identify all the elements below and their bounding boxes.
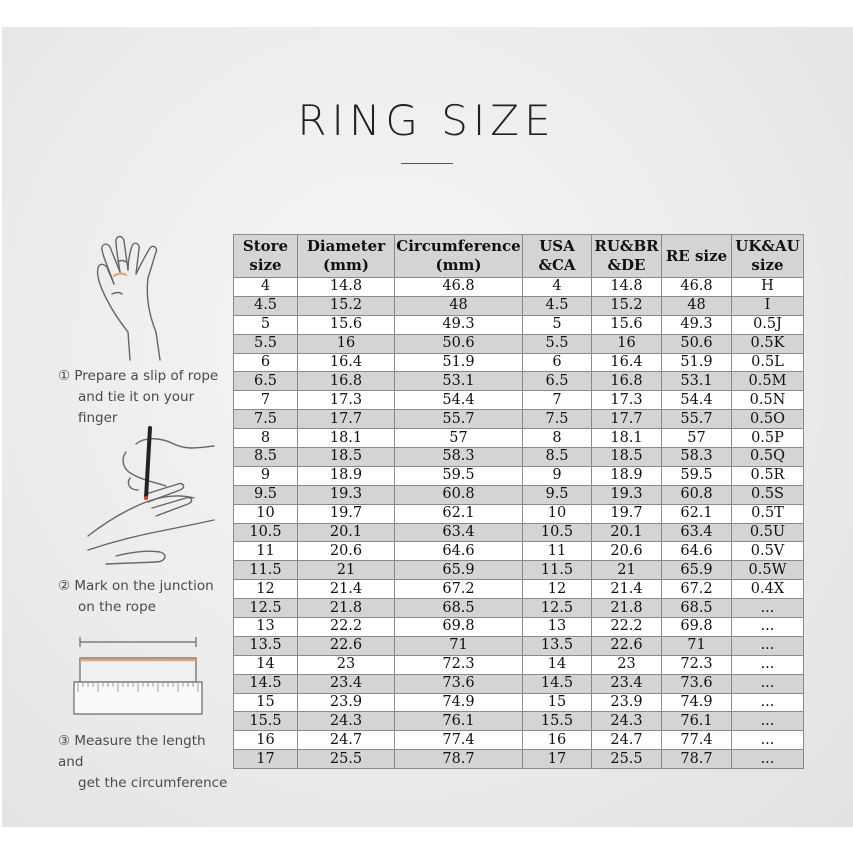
- cell-ru-br-de: 19.7: [592, 504, 662, 523]
- cell-circumference: 58.3: [395, 448, 523, 467]
- table-row: [234, 391, 804, 410]
- cell-uk-au-size: I: [732, 296, 804, 315]
- cell-circumference: 60.8: [395, 485, 523, 504]
- cell-ru-br-de: 23.9: [592, 693, 662, 712]
- cell-uk-au-size: ...: [732, 750, 804, 769]
- cell-circumference: 51.9: [395, 353, 523, 372]
- cell-re-size: 74.9: [662, 693, 732, 712]
- table-row: [234, 731, 804, 750]
- cell-uk-au-size: ...: [732, 712, 804, 731]
- cell-uk-au-size: ...: [732, 636, 804, 655]
- cell-usa-ca: 7: [523, 391, 592, 410]
- cell-diameter: 16.8: [298, 372, 395, 391]
- cell-circumference: 59.5: [395, 466, 523, 485]
- header-re-size: RE size: [662, 235, 732, 278]
- table-row: [234, 618, 804, 637]
- table-header-row: [234, 235, 804, 278]
- cell-re-size: 68.5: [662, 599, 732, 618]
- cell-re-size: 65.9: [662, 561, 732, 580]
- cell-store-size: 8.5: [234, 448, 298, 467]
- table-row: [234, 372, 804, 391]
- cell-circumference: 55.7: [395, 410, 523, 429]
- cell-store-size: 14.5: [234, 674, 298, 693]
- table-row: [234, 655, 804, 674]
- table-row: [234, 561, 804, 580]
- cell-store-size: 15.5: [234, 712, 298, 731]
- cell-diameter: 22.2: [298, 618, 395, 637]
- cell-store-size: 9.5: [234, 485, 298, 504]
- cell-diameter: 19.7: [298, 504, 395, 523]
- table-row: [234, 599, 804, 618]
- cell-diameter: 16: [298, 334, 395, 353]
- cell-diameter: 24.3: [298, 712, 395, 731]
- cell-ru-br-de: 24.7: [592, 731, 662, 750]
- cell-re-size: 59.5: [662, 466, 732, 485]
- cell-diameter: 21: [298, 561, 395, 580]
- cell-uk-au-size: 0.5O: [732, 410, 804, 429]
- cell-uk-au-size: 0.5W: [732, 561, 804, 580]
- table-row: [234, 278, 804, 297]
- cell-diameter: 18.1: [298, 429, 395, 448]
- cell-usa-ca: 4.5: [523, 296, 592, 315]
- cell-circumference: 73.6: [395, 674, 523, 693]
- table-row: [234, 448, 804, 467]
- cell-re-size: 76.1: [662, 712, 732, 731]
- cell-uk-au-size: 0.5Q: [732, 448, 804, 467]
- cell-usa-ca: 10: [523, 504, 592, 523]
- cell-circumference: 63.4: [395, 523, 523, 542]
- cell-uk-au-size: ...: [732, 731, 804, 750]
- step-3-line-1: ③ Measure the length and: [58, 733, 206, 770]
- step-1-line-2: and tie it on your finger: [78, 389, 195, 426]
- cell-ru-br-de: 16.4: [592, 353, 662, 372]
- cell-store-size: 4.5: [234, 296, 298, 315]
- cell-re-size: 71: [662, 636, 732, 655]
- cell-diameter: 22.6: [298, 636, 395, 655]
- step-1-line-1: ① Prepare a slip of rope: [58, 368, 219, 384]
- cell-diameter: 23: [298, 655, 395, 674]
- header-uk-au-size: UK&AU size: [732, 235, 804, 278]
- step-3-line-2: get the circumference: [78, 775, 228, 791]
- cell-uk-au-size: 0.5U: [732, 523, 804, 542]
- cell-ru-br-de: 20.1: [592, 523, 662, 542]
- table-row: [234, 693, 804, 712]
- title-divider: [401, 163, 453, 164]
- step-3-instruction: [58, 731, 230, 794]
- cell-store-size: 6: [234, 353, 298, 372]
- cell-diameter: 25.5: [298, 750, 395, 769]
- cell-store-size: 5: [234, 315, 298, 334]
- cell-uk-au-size: 0.5T: [732, 504, 804, 523]
- cell-usa-ca: 5.5: [523, 334, 592, 353]
- header-ru-br-de: RU&BR &DE: [592, 235, 662, 278]
- cell-store-size: 13.5: [234, 636, 298, 655]
- table-row: [234, 580, 804, 599]
- cell-re-size: 63.4: [662, 523, 732, 542]
- cell-re-size: 77.4: [662, 731, 732, 750]
- cell-usa-ca: 14: [523, 655, 592, 674]
- header-usa-ca: USA &CA: [523, 235, 592, 278]
- cell-store-size: 9: [234, 466, 298, 485]
- cell-ru-br-de: 21: [592, 561, 662, 580]
- cell-store-size: 14: [234, 655, 298, 674]
- cell-usa-ca: 14.5: [523, 674, 592, 693]
- cell-store-size: 7: [234, 391, 298, 410]
- cell-re-size: 72.3: [662, 655, 732, 674]
- cell-ru-br-de: 18.9: [592, 466, 662, 485]
- cell-circumference: 62.1: [395, 504, 523, 523]
- cell-uk-au-size: 0.5M: [732, 372, 804, 391]
- table-row: [234, 296, 804, 315]
- cell-circumference: 46.8: [395, 278, 523, 297]
- hand-with-ring-icon: [90, 232, 180, 362]
- cell-ru-br-de: 25.5: [592, 750, 662, 769]
- cell-usa-ca: 9: [523, 466, 592, 485]
- cell-diameter: 17.3: [298, 391, 395, 410]
- cell-uk-au-size: 0.5K: [732, 334, 804, 353]
- step-2-instruction: [58, 576, 230, 618]
- cell-usa-ca: 13.5: [523, 636, 592, 655]
- table-row: [234, 523, 804, 542]
- cell-store-size: 4: [234, 278, 298, 297]
- cell-diameter: 15.2: [298, 296, 395, 315]
- cell-diameter: 21.4: [298, 580, 395, 599]
- step-2-line-2: on the rope: [78, 599, 156, 615]
- cell-usa-ca: 11: [523, 542, 592, 561]
- cell-store-size: 10.5: [234, 523, 298, 542]
- cell-usa-ca: 17: [523, 750, 592, 769]
- table-row: [234, 429, 804, 448]
- table-row: [234, 315, 804, 334]
- cell-uk-au-size: ...: [732, 655, 804, 674]
- cell-usa-ca: 4: [523, 278, 592, 297]
- cell-ru-br-de: 16.8: [592, 372, 662, 391]
- table-row: [234, 542, 804, 561]
- step-2-line-1: ② Mark on the junction: [58, 578, 214, 594]
- cell-ru-br-de: 19.3: [592, 485, 662, 504]
- cell-ru-br-de: 17.3: [592, 391, 662, 410]
- cell-re-size: 58.3: [662, 448, 732, 467]
- cell-uk-au-size: ...: [732, 618, 804, 637]
- cell-circumference: 69.8: [395, 618, 523, 637]
- cell-usa-ca: 5: [523, 315, 592, 334]
- cell-usa-ca: 15.5: [523, 712, 592, 731]
- cell-ru-br-de: 21.8: [592, 599, 662, 618]
- cell-re-size: 49.3: [662, 315, 732, 334]
- table-body: [234, 278, 804, 769]
- cell-re-size: 50.6: [662, 334, 732, 353]
- cell-circumference: 67.2: [395, 580, 523, 599]
- cell-store-size: 16: [234, 731, 298, 750]
- cell-usa-ca: 12.5: [523, 599, 592, 618]
- cell-ru-br-de: 23: [592, 655, 662, 674]
- cell-usa-ca: 6.5: [523, 372, 592, 391]
- cell-re-size: 54.4: [662, 391, 732, 410]
- cell-uk-au-size: 0.5L: [732, 353, 804, 372]
- cell-re-size: 62.1: [662, 504, 732, 523]
- cell-circumference: 78.7: [395, 750, 523, 769]
- header-circumference: Circumference (mm): [395, 235, 523, 278]
- cell-usa-ca: 16: [523, 731, 592, 750]
- cell-re-size: 46.8: [662, 278, 732, 297]
- cell-ru-br-de: 22.6: [592, 636, 662, 655]
- table-row: [234, 712, 804, 731]
- table-row: [234, 353, 804, 372]
- cell-usa-ca: 13: [523, 618, 592, 637]
- cell-re-size: 60.8: [662, 485, 732, 504]
- header-store-size: Store size: [234, 235, 298, 278]
- cell-circumference: 74.9: [395, 693, 523, 712]
- cell-circumference: 54.4: [395, 391, 523, 410]
- cell-circumference: 71: [395, 636, 523, 655]
- header-diameter: Diameter (mm): [298, 235, 395, 278]
- cell-circumference: 72.3: [395, 655, 523, 674]
- cell-diameter: 15.6: [298, 315, 395, 334]
- cell-usa-ca: 6: [523, 353, 592, 372]
- hand-marking-pen-icon: [86, 424, 218, 566]
- cell-diameter: 18.9: [298, 466, 395, 485]
- table-row: [234, 674, 804, 693]
- cell-usa-ca: 8.5: [523, 448, 592, 467]
- cell-uk-au-size: 0.5V: [732, 542, 804, 561]
- cell-diameter: 20.1: [298, 523, 395, 542]
- cell-store-size: 12: [234, 580, 298, 599]
- cell-ru-br-de: 17.7: [592, 410, 662, 429]
- cell-uk-au-size: 0.5J: [732, 315, 804, 334]
- cell-usa-ca: 15: [523, 693, 592, 712]
- cell-circumference: 49.3: [395, 315, 523, 334]
- cell-ru-br-de: 15.2: [592, 296, 662, 315]
- cell-re-size: 67.2: [662, 580, 732, 599]
- cell-re-size: 57: [662, 429, 732, 448]
- table-row: [234, 466, 804, 485]
- cell-re-size: 69.8: [662, 618, 732, 637]
- cell-usa-ca: 11.5: [523, 561, 592, 580]
- cell-diameter: 16.4: [298, 353, 395, 372]
- cell-uk-au-size: ...: [732, 693, 804, 712]
- cell-store-size: 5.5: [234, 334, 298, 353]
- cell-ru-br-de: 23.4: [592, 674, 662, 693]
- cell-circumference: 64.6: [395, 542, 523, 561]
- cell-usa-ca: 10.5: [523, 523, 592, 542]
- cell-store-size: 7.5: [234, 410, 298, 429]
- cell-circumference: 65.9: [395, 561, 523, 580]
- cell-uk-au-size: 0.5N: [732, 391, 804, 410]
- cell-circumference: 57: [395, 429, 523, 448]
- cell-store-size: 6.5: [234, 372, 298, 391]
- cell-re-size: 64.6: [662, 542, 732, 561]
- table-row: [234, 485, 804, 504]
- cell-usa-ca: 9.5: [523, 485, 592, 504]
- cell-usa-ca: 8: [523, 429, 592, 448]
- table-row: [234, 636, 804, 655]
- cell-diameter: 23.4: [298, 674, 395, 693]
- table-row: [234, 750, 804, 769]
- table-row: [234, 504, 804, 523]
- cell-uk-au-size: ...: [732, 599, 804, 618]
- cell-uk-au-size: H: [732, 278, 804, 297]
- cell-diameter: 20.6: [298, 542, 395, 561]
- cell-ru-br-de: 18.5: [592, 448, 662, 467]
- cell-circumference: 53.1: [395, 372, 523, 391]
- cell-ru-br-de: 16: [592, 334, 662, 353]
- cell-circumference: 77.4: [395, 731, 523, 750]
- ring-size-table: [233, 234, 804, 769]
- cell-re-size: 51.9: [662, 353, 732, 372]
- cell-ru-br-de: 21.4: [592, 580, 662, 599]
- cell-diameter: 19.3: [298, 485, 395, 504]
- cell-diameter: 24.7: [298, 731, 395, 750]
- cell-uk-au-size: 0.4X: [732, 580, 804, 599]
- cell-uk-au-size: ...: [732, 674, 804, 693]
- cell-uk-au-size: 0.5P: [732, 429, 804, 448]
- cell-diameter: 17.7: [298, 410, 395, 429]
- cell-ru-br-de: 15.6: [592, 315, 662, 334]
- cell-store-size: 8: [234, 429, 298, 448]
- cell-store-size: 17: [234, 750, 298, 769]
- cell-re-size: 78.7: [662, 750, 732, 769]
- table-row: [234, 410, 804, 429]
- cell-circumference: 68.5: [395, 599, 523, 618]
- cell-circumference: 48: [395, 296, 523, 315]
- step-1-instruction: [58, 366, 230, 429]
- cell-diameter: 18.5: [298, 448, 395, 467]
- cell-re-size: 55.7: [662, 410, 732, 429]
- cell-store-size: 13: [234, 618, 298, 637]
- cell-ru-br-de: 24.3: [592, 712, 662, 731]
- cell-store-size: 10: [234, 504, 298, 523]
- cell-re-size: 53.1: [662, 372, 732, 391]
- cell-re-size: 73.6: [662, 674, 732, 693]
- ruler-rope-icon: [72, 632, 204, 718]
- cell-diameter: 21.8: [298, 599, 395, 618]
- cell-ru-br-de: 20.6: [592, 542, 662, 561]
- page-title: RING SIZE: [297, 96, 556, 145]
- cell-store-size: 12.5: [234, 599, 298, 618]
- cell-usa-ca: 12: [523, 580, 592, 599]
- cell-uk-au-size: 0.5R: [732, 466, 804, 485]
- table-row: [234, 334, 804, 353]
- cell-circumference: 50.6: [395, 334, 523, 353]
- cell-store-size: 15: [234, 693, 298, 712]
- cell-diameter: 14.8: [298, 278, 395, 297]
- cell-re-size: 48: [662, 296, 732, 315]
- cell-usa-ca: 7.5: [523, 410, 592, 429]
- cell-store-size: 11.5: [234, 561, 298, 580]
- cell-ru-br-de: 22.2: [592, 618, 662, 637]
- cell-diameter: 23.9: [298, 693, 395, 712]
- cell-uk-au-size: 0.5S: [732, 485, 804, 504]
- cell-circumference: 76.1: [395, 712, 523, 731]
- cell-ru-br-de: 18.1: [592, 429, 662, 448]
- cell-store-size: 11: [234, 542, 298, 561]
- cell-ru-br-de: 14.8: [592, 278, 662, 297]
